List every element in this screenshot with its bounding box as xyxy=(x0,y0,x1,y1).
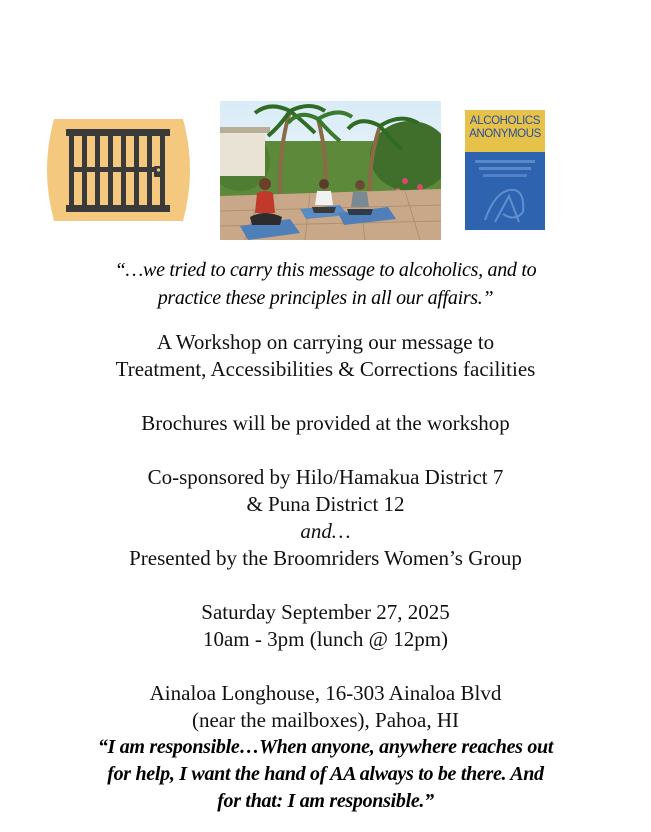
location-line2: (near the mailboxes), Pahoa, HI xyxy=(191,708,460,732)
workshop-title-line2: Treatment, Accessibilities & Corrections facilities xyxy=(115,357,536,381)
book-cover-art xyxy=(465,152,545,230)
responsibility-line1: “I am responsible…When anyone, anywhere reaches out xyxy=(97,736,554,758)
book-title xyxy=(467,115,543,141)
book-title-line2: ANONYMOUS xyxy=(469,128,541,140)
jail-cell-icon xyxy=(40,119,197,221)
opening-quote xyxy=(0,256,651,312)
opening-quote-line1: “…we tried to carry this message to alcoholics, and to xyxy=(114,259,537,281)
responsibility-line3: for that: I am responsible.” xyxy=(217,790,434,812)
presenter-line: Presented by the Broomriders Women’s Group xyxy=(129,546,522,570)
brochures-note: Brochures will be provided at the workshop xyxy=(141,411,510,435)
sponsor-line1: Co-sponsored by Hilo/Hamakua District 7 xyxy=(147,465,504,489)
sponsor-line2: & Puna District 12 xyxy=(246,492,405,516)
outdoor-meditation-photo xyxy=(220,101,441,240)
responsibility-line2: for help, I want the hand of AA always to be there. And xyxy=(107,763,544,785)
event-date: Saturday September 27, 2025 xyxy=(201,600,450,624)
location-line1: Ainaloa Longhouse, 16-303 Ainaloa Blvd xyxy=(149,681,502,705)
opening-quote-line2: practice these principles in all our affairs.” xyxy=(157,287,494,309)
workshop-title-line1: A Workshop on carrying our message to xyxy=(156,330,495,354)
responsibility-statement xyxy=(0,734,651,815)
event-time: 10am - 3pm (lunch @ 12pm) xyxy=(202,627,449,651)
aa-big-book-cover xyxy=(465,110,545,230)
sponsor-connector: and… xyxy=(300,519,351,543)
book-title-line1: ALCOHOLICS xyxy=(469,115,541,127)
